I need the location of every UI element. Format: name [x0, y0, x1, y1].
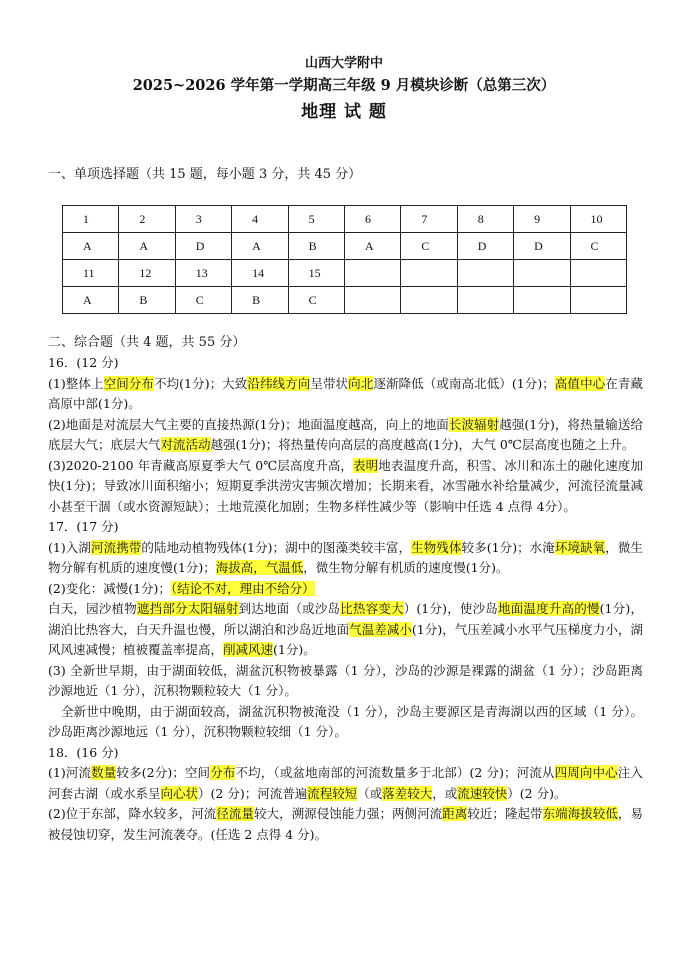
answer-table-cell [457, 260, 513, 287]
answer-text: (1)整体上 [48, 375, 104, 391]
answer-table-cell [401, 287, 457, 314]
answer-table-cell [570, 260, 626, 287]
highlighted-keyword: 生物残体 [411, 539, 462, 555]
answer-table-cell: 7 [401, 206, 457, 233]
answer-text: 在青藏高原中部(1分)。 [48, 375, 643, 411]
answer-paragraph [48, 661, 643, 702]
highlighted-keyword: 海拔高，气温低 [215, 560, 304, 575]
answer-table-cell: D [457, 233, 513, 260]
answer-text: ，微生物分解有机质的速度慢(1分)； [48, 539, 643, 575]
answer-text: (2)地面是对流层大气主要的直接热源(1分)；地面温度越高，向上的地面 [48, 416, 449, 432]
answer-text: 17．(17 分) [48, 519, 119, 534]
answer-table-cell: C [288, 287, 344, 314]
answer-table-cell: 3 [175, 206, 231, 233]
answer-text: (1分)，气压差减小水平气压梯度力小，湖风风速减慢；植被覆盖率提高， [48, 621, 643, 657]
answer-table-cell: A [63, 233, 119, 260]
highlighted-keyword: 表明 [353, 457, 379, 473]
highlighted-keyword: 流速较快 [457, 785, 508, 801]
answer-table-cell: 4 [232, 206, 288, 233]
exam-title: 2025~2026 学年第一学期高三年级 9 月模块诊断（总第三次） [132, 77, 556, 94]
highlighted-keyword: 空间分布 [103, 375, 154, 391]
answer-text: ）(2 分)；河流普遍 [198, 785, 308, 801]
answer-table-cell: C [570, 233, 626, 260]
answer-table-cell: B [288, 233, 344, 260]
answer-table-row [63, 233, 627, 260]
answer-table-cell: 15 [288, 260, 344, 287]
answer-table-cell: D [175, 233, 231, 260]
answer-text: (1)河流 [48, 765, 92, 780]
answer-table-cell [457, 287, 513, 314]
answer-text: (1分)，湖泊比热容大，白天升温也慢，所以湖泊和沙岛近地面 [48, 601, 643, 637]
highlighted-keyword: 向北 [348, 375, 374, 391]
answer-text: ，或 [432, 785, 458, 801]
answer-text: 越强(1分)，将热量输送给底层大气；底层大气 [48, 416, 643, 452]
highlighted-keyword: 对流活动 [160, 437, 211, 452]
answer-text: (1)入湖 [48, 539, 91, 555]
answer-text: 不均，（或盆地南部的河流数量多于北部）(2 分)；河流从 [235, 765, 555, 780]
answer-paragraph [48, 702, 643, 743]
highlighted-keyword: 环境缺氧 [554, 539, 606, 555]
highlighted-keyword: 河流携带 [91, 539, 142, 555]
highlighted-keyword: 径流量 [216, 806, 254, 821]
highlighted-keyword: 削减风速 [223, 642, 274, 657]
answer-table-cell: A [344, 233, 400, 260]
answer-table-cell: B [119, 287, 175, 314]
school-name: 山西大学附中 [304, 56, 383, 71]
answer-table-row [63, 260, 627, 287]
answer-text: 地表温度升高，积雪、冰川和冻土的融化速度加快(1分)；导致冰川面积缩小；短期夏季洪涝灾害频次增加；长期来看，冰雪融水补给量减少，河流径流量减小甚至干涸（或水资源短缺）；土地荒漠化加剧；生物多样性减少等（影响中任选 4 点得 4分）。 [48, 457, 643, 514]
answer-table-cell: 9 [514, 206, 570, 233]
answer-text: 16．(12 分) [48, 355, 119, 370]
answer-text: 呈带状 [310, 375, 349, 391]
answer-table-cell: C [401, 233, 457, 260]
answer-table-cell: 10 [570, 206, 626, 233]
highlighted-keyword: 地面温度升高的慢 [498, 601, 600, 616]
answer-table-cell: C [175, 287, 231, 314]
highlighted-keyword: 东端海拔较低 [542, 806, 618, 821]
answer-table-cell [401, 260, 457, 287]
highlighted-keyword: 分布 [210, 765, 236, 780]
answer-paragraph [48, 353, 643, 374]
answer-table-cell: 11 [63, 260, 119, 287]
answer-text: 到达地面（或沙岛 [238, 601, 341, 616]
answer-text: (2)位于东部，降水较多，河流 [48, 806, 217, 821]
answer-table-cell: A [63, 287, 119, 314]
answer-table-row [63, 206, 627, 233]
highlighted-keyword: 向心状 [160, 785, 199, 801]
highlighted-keyword: 距离 [442, 806, 468, 821]
answer-text: 越强(1分)；将热量传向高层的高度越高(1分)，大气 0℃层高度也随之上升。 [210, 437, 635, 452]
highlighted-keyword: 四周向中心 [554, 765, 618, 780]
answer-paragraph [48, 579, 643, 600]
highlighted-keyword: （结论不对，理由不给分） [170, 580, 315, 596]
answer-paragraph [48, 763, 643, 804]
answer-text: 较多(1分)；水淹 [461, 539, 555, 555]
answer-text: ）(1分)，使沙岛 [403, 601, 499, 616]
highlighted-keyword: 气温差减小 [349, 621, 412, 637]
answer-text: 注入河套古湖（或水系呈 [48, 765, 643, 801]
answer-table-cell [344, 287, 400, 314]
answer-paragraph [48, 374, 643, 415]
answer-table-cell: B [232, 287, 288, 314]
answer-paragraph [48, 538, 643, 579]
section2-title: 二、综合题（共 4 题，共 55 分） [48, 335, 246, 350]
highlighted-keyword: 高值中心 [554, 375, 606, 391]
answer-text: ，微生物分解有机质的速度慢(1分)。 [303, 560, 509, 575]
highlighted-keyword: 遮挡部分太阳辐射 [136, 601, 239, 616]
answer-text: ）(2 分)。 [507, 785, 567, 801]
highlighted-keyword: 长波辐射 [448, 416, 500, 432]
answer-table-cell: D [514, 233, 570, 260]
highlighted-keyword: 沿纬线方向 [247, 375, 311, 391]
subject-title: 地理 试 题 [301, 102, 387, 122]
answer-paragraph [48, 456, 643, 518]
answer-text: (3)2020-2100 年青藏高原夏季大气 0℃层高度升高， [48, 457, 354, 473]
answer-paragraph [48, 743, 643, 764]
answer-text: （或 [357, 785, 383, 801]
answer-paragraph [48, 804, 643, 845]
answer-text: 的陆地动植物残体(1分)；湖中的图藻类较丰富， [141, 539, 412, 555]
answer-text: 逐渐降低（或南高北低）(1分)； [373, 375, 555, 391]
answer-text: 较大，溯源侵蚀能力强；两侧河流 [253, 806, 443, 821]
answer-table-cell [570, 287, 626, 314]
answer-text: (3) 全新世早期，由于湖面较低，湖盆沉积物被暴露（1 分），沙岛的沙源是裸露的湖盆（1 分）；沙岛距离沙源地近（1 分），沉积物颗粒较大（1 分）。 [48, 662, 643, 698]
answer-text: 全新世中晚期，由于湖面较高，湖盆沉积物被淹没（1 分），沙岛主要源区是青海湖以西的区域（1 分）。沙岛距离沙源地远（1 分），沉积物颗粒较细（1 分）。 [48, 703, 643, 739]
highlighted-keyword: 落差较大 [382, 785, 433, 801]
answer-table-cell [514, 287, 570, 314]
answer-text: (1分)。 [273, 642, 316, 657]
answer-table-cell: A [119, 233, 175, 260]
answer-text: 18．(16 分) [48, 744, 119, 760]
answer-table-cell: A [232, 233, 288, 260]
answer-table-cell: 8 [457, 206, 513, 233]
answer-table-cell [514, 260, 570, 287]
answer-table-cell: 5 [288, 206, 344, 233]
answer-table-cell: 14 [232, 260, 288, 287]
answer-text: 较多(2分)；空间 [116, 765, 211, 780]
highlighted-keyword: 数量 [91, 765, 117, 780]
answer-table-cell: 1 [63, 206, 119, 233]
highlighted-keyword: 比热容变大 [340, 601, 404, 616]
answer-text: 白天，园沙植物 [48, 601, 137, 616]
answer-table-cell: 13 [175, 260, 231, 287]
answer-paragraph [48, 415, 643, 456]
answer-table-cell: 12 [119, 260, 175, 287]
answer-text: (2)变化：减慢(1分)； [48, 580, 171, 596]
answer-body [48, 353, 643, 845]
answer-table-cell: 2 [119, 206, 175, 233]
answer-paragraph [48, 599, 643, 661]
section1-title: 一、单项选择题（共 15 题，每小题 3 分，共 45 分） [48, 167, 362, 182]
answer-text: 较近；隆起带 [467, 806, 543, 821]
answer-paragraph [48, 517, 643, 538]
answer-text: 不均(1分)；大致 [153, 375, 248, 391]
answer-table-row [63, 287, 627, 314]
answer-table [62, 205, 627, 314]
answer-table-cell: 6 [344, 206, 400, 233]
highlighted-keyword: 流程较短 [307, 785, 358, 801]
answer-table-cell [344, 260, 400, 287]
answer-text: ，易被侵蚀切穿，发生河流袭夺。(任选 2 点得 4 分)。 [48, 806, 643, 842]
